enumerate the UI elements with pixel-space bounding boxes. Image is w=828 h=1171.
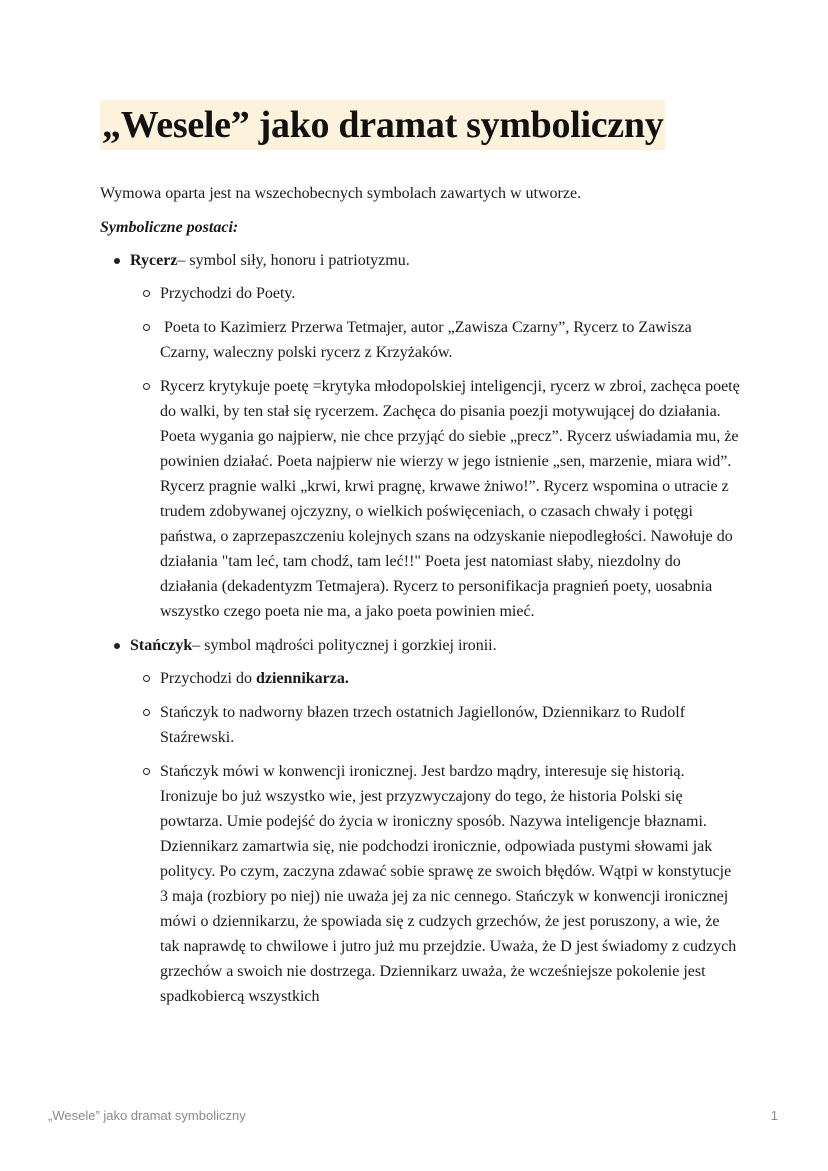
bullet-circle-icon [143,290,150,297]
sublist [130,666,740,1009]
list-item [130,759,740,1009]
page-footer [48,1108,778,1123]
footer-title: „Wesele” jako dramat symboliczny [48,1108,246,1123]
list-item [130,700,740,750]
list-item [130,315,740,365]
document-body [100,181,740,1018]
term-label: Rycerz [130,252,178,269]
list-item-text: Przychodzi do Poety. [160,285,296,302]
bullet-circle-icon [143,768,150,775]
page-number: 1 [770,1108,778,1123]
bullet-disc-icon [114,643,120,649]
list-item-text: Stańczyk to nadworny błazen trzech ostatnich Jagiellonów, Dziennikarz to Rudolf Staźrewski. [160,704,686,746]
bullet-circle-icon [143,324,150,331]
list-item [130,666,740,691]
bullet-circle-icon [143,675,150,682]
intro-paragraph: Wymowa oparta jest na wszechobecnych symbolach zawartych w utworze. [100,185,582,202]
list-item-text: Rycerz krytykuje poetę =krytyka młodopolskiej inteligencji, rycerz w zbroi, zachęca poetę do walki, by ten stał się rycerzem. Zachęca do pisania poezji motywującej do działania. Poeta wygania go najpierw, nie chce przyjąć do siebie „precz”. Rycerz uświadamia mu, że powinien działać. Poeta najpierw nie wierzy w jego istnienie „sen, marzenie, miara wid”. Rycerz pragnie walki „krwi, krwi pragnę, krwawe żniwo!”. Rycerz wspomina o utracie z trudem zdobywanej ojczyzny, o wielkich poświęceniach, o czasach chwały i potęgi państwa, o zaprzepaszczeniu kolejnych szans na odzyskanie niepodległości. Nawołuje do działania "tam leć, tam chodź, tam leć!!" Poeta jest natomiast słaby, niezdolny do działania (dekadentyzm Tetmajera). Rycerz to personifikacja pragnień poety, uosabnia wszystko czego poeta nie ma, a jako poeta powinien mieć. [160,378,740,620]
title-block [100,100,665,150]
term-description: – symbol siły, honoru i patriotyzmu. [177,252,410,269]
list-item [130,281,740,306]
term-label: Stańczyk [130,637,193,654]
list-item-text-prefix: Przychodzi do [160,670,256,687]
list-item-text: Poeta to Kazimierz Przerwa Tetmajer, autor „Zawisza Czarny”, Rycerz to Zawisza Czarny, waleczny polski rycerz z Krzyżaków. [160,319,696,361]
bullet-circle-icon [143,383,150,390]
list-item-rycerz [100,248,740,624]
term-description: – symbol mądrości politycznej i gorzkiej ironii. [192,637,497,654]
list-item-text: Stańczyk mówi w konwencji ironicznej. Jest bardzo mądry, interesuje się historią. Ironizuje bo już wszystko wie, jest przyzwyczajony do tego, że historia Polski się powtarza. Umie podejść do życia w ironiczny sposób. Nazywa inteligencje błaznami. Dziennikarz zamartwia się, nie podchodzi ironicznie, odpowiada pustymi słowami jak politycy. Po czym, zaczyna zdawać sobie sprawę ze swoich błędów. Wątpi w konstytucje 3 maja (rozbiory po niej) nie uważa jej za nic cennego. Stańczyk w konwencji ironicznej mówi o dziennikarzu, że spowiada się z cudzych grzechów, że jest poruszony, a wie, że tak naprawdę to chwilowe i jutro już mu przejdzie. Uważa, że D jest świadomy z cudzych grzechów a swoich nie dostrzega. Dziennikarz uważa, że wcześniejsze pokolenie jest spadkobiercą wszystkich [160,763,737,1005]
page-title: „Wesele” jako dramat symboliczny [100,100,665,150]
character-list [100,248,740,1009]
bullet-disc-icon [114,258,120,264]
sublist [130,281,740,624]
list-item [130,374,740,624]
section-heading: Symboliczne postaci: [100,219,239,236]
list-item-stanczyk [100,633,740,1009]
bullet-circle-icon [143,709,150,716]
list-item-bold-text: dziennikarza. [255,670,349,687]
